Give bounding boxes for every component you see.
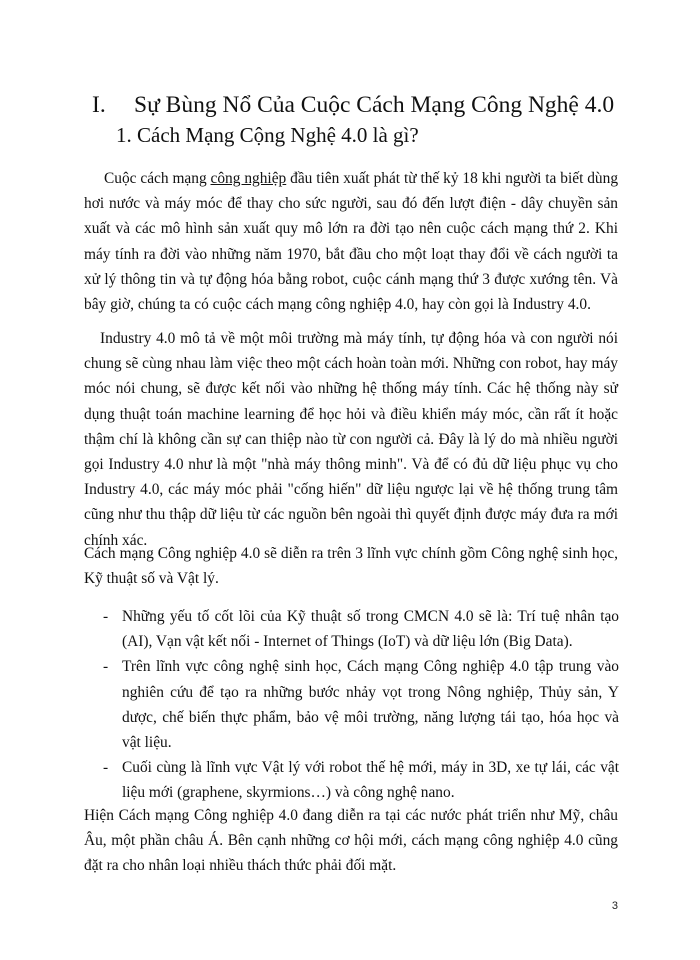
section-number: I. [92, 92, 106, 118]
list-item [103, 755, 619, 805]
paragraph-history-start: Cuộc cách mạng [104, 170, 211, 187]
list-item [103, 654, 619, 755]
paragraph-fields: Cách mạng Công nghiệp 4.0 sẽ diễn ra trên 3 lĩnh vực chính gồm Công nghệ sinh học, Kỹ thuật số và Vật lý. [84, 545, 618, 588]
fields-list [103, 604, 619, 806]
list-item [103, 604, 619, 654]
paragraph-current-state: Hiện Cách mạng Công nghiệp 4.0 đang diễn ra tại các nước phát triển như Mỹ, châu Âu, một phần châu Á. Bên cạnh những cơ hội mới, cách mạng công nghiệp 4.0 cũng đặt ra cho nhân loại nhiều thách thức phải đối mặt. [84, 807, 618, 875]
list-item-text: Cuối cùng là lĩnh vực Vật lý với robot thế hệ mới, máy in 3D, xe tự lái, các vật liệu mới (graphene, skyrmions…) và công nghệ nano. [122, 759, 619, 802]
paragraph-industry-40 [84, 326, 618, 553]
bullet-marker: - [103, 658, 109, 676]
list-item-text: Những yếu tố cốt lõi của Kỹ thuật số trong CMCN 4.0 sẽ là: Trí tuệ nhân tạo (AI), Vạn vật kết nối - Internet of Things (IoT) và dữ liệu lớn (Big Data). [122, 608, 619, 651]
underlined-term: công nghiệp [210, 170, 287, 187]
subsection-heading: 1. Cách Mạng Cộng Nghệ 4.0 là gì? [116, 123, 419, 147]
page-number: 3 [611, 900, 618, 912]
paragraph-history [84, 166, 618, 317]
paragraph-history-rest: đầu tiên xuất phát từ thế kỷ 18 khi người ta biết dùng hơi nước và máy móc để thay cho sức người, sau đó đến lượt điện - dây chuyền sản xuất và các mô hình sản xuất quy mô lớn ra đời tạo nên cuộc cách mạng thứ 2. Khi máy tính ra đời vào những năm 1970, bắt đầu cho một loạt thay đổi về cách người ta xử lý thông tin và tự động hóa bằng robot, cuộc cánh mạng thứ 3 được xướng tên. Và bây giờ, chúng ta có cuộc cách mạng công nghiệp 4.0, hay còn gọi là Industry 4.0. [84, 170, 619, 314]
list-item-text: Trên lĩnh vực công nghệ sinh học, Cách mạng Công nghiệp 4.0 tập trung vào nghiên cứu để tạo ra những bước nhảy vọt trong Nông nghiệp, Thủy sản, Y dược, chế biến thực phẩm, bảo vệ môi trường, năng lượng tái tạo, hóa học và vật liệu. [122, 658, 619, 752]
bullet-marker: - [103, 608, 109, 625]
bullet-marker: - [103, 759, 109, 777]
paragraph-industry-40-text: Industry 4.0 mô tả về một môi trường mà máy tính, tự động hóa và con người nói chung sẽ cùng nhau làm việc theo một cách hoàn toàn mới. Những con robot, hay máy móc nói chung, sẽ được kết nối vào những hệ thống máy tính. Các hệ thống này sử dụng thuật toán machine learning để học hỏi và điều khiển máy móc, cần rất ít hoặc thậm chí là không cần sự can thiệp nào từ con người cả. Đây là lý do mà nhiều người gọi Industry 4.0 như là một "nhà máy thông minh". Và để có đủ dữ liệu phục vụ cho Industry 4.0, các máy móc phải "cống hiến" dữ liệu ngược lại về hệ thống trung tâm cũng như thu thập dữ liệu từ các nguồn bên ngoài thì quyết định được máy đưa ra mới chính xác. [84, 330, 618, 549]
section-title: Sự Bùng Nổ Của Cuộc Cách Mạng Công Nghệ 4.0 [134, 92, 615, 118]
section-heading [92, 90, 614, 120]
